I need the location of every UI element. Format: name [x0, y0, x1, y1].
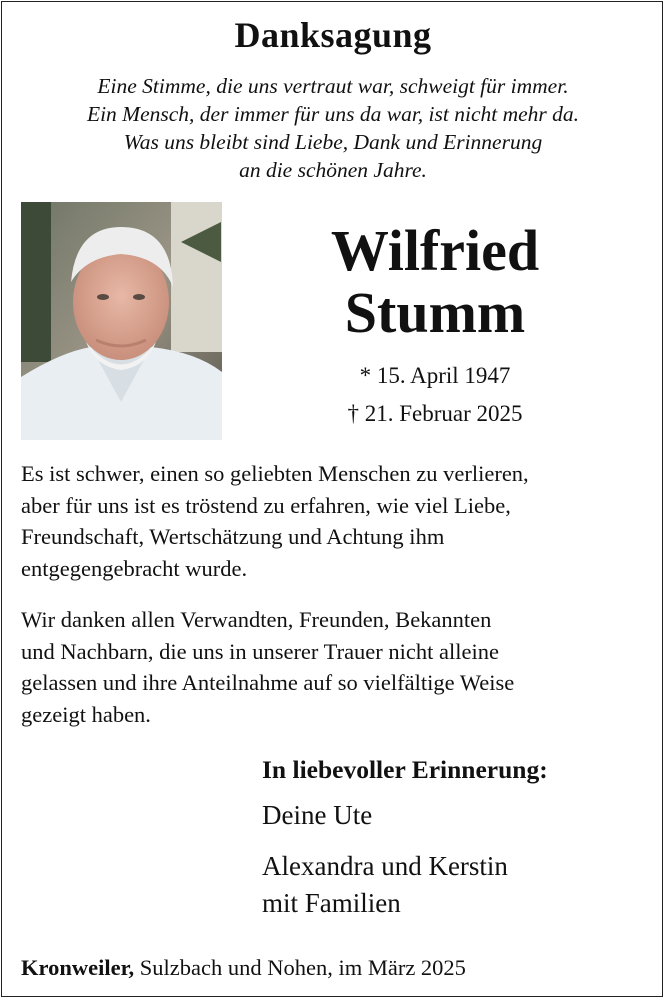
paragraph-line: und Nachbarn, die uns in unserer Trauer nicht alleine [21, 638, 499, 664]
notice-heading: Danksagung [234, 15, 432, 55]
signature-block [262, 848, 652, 922]
gratitude-paragraph-1 [21, 458, 651, 584]
paragraph-line: aber für uns ist es tröstend zu erfahren, wie viel Liebe, [21, 492, 511, 518]
poem-line: Ein Mensch, der immer für uns da war, ist nicht mehr da. [86, 102, 580, 126]
portrait-illustration [21, 202, 222, 440]
footer-place-date [21, 955, 651, 981]
first-name: Wilfried [330, 218, 540, 283]
poem-line: Was uns bleibt sind Liebe, Dank und Erinnerung [123, 130, 543, 154]
poem [0, 72, 666, 184]
signature-heading: In liebevoller Erinnerung: [262, 755, 548, 784]
life-dates [250, 357, 620, 433]
signature-line-3: mit Familien [262, 888, 401, 918]
poem-line: an die schönen Jahre. [239, 158, 427, 182]
gratitude-paragraph-2 [21, 604, 651, 730]
signature-line-2: Alexandra und Kerstin [262, 851, 508, 881]
last-name: Stumm [344, 280, 526, 345]
portrait-photo [21, 202, 222, 440]
paragraph-line: Es ist schwer, einen so geliebten Menschen zu verlieren, [21, 461, 529, 486]
paragraph-line: gelassen und ihre Anteilnahme auf so vielfältige Weise [21, 670, 515, 695]
paragraph-line: gezeigt haben. [21, 701, 151, 727]
paragraph-line: entgegengebracht wurde. [21, 555, 248, 581]
poem-line: Eine Stimme, die uns vertraut war, schweigt für immer. [97, 74, 569, 98]
paragraph-line: Freundschaft, Wertschätzung und Achtung ihm [21, 524, 445, 549]
paragraph-line: Wir danken allen Verwandten, Freunden, Bekannten [21, 607, 492, 632]
birth-date: * 15. April 1947 [359, 363, 511, 388]
footer-place: Kronweiler, [21, 955, 135, 980]
death-date: † 21. Februar 2025 [347, 401, 523, 426]
signature-line-1: Deine Ute [262, 800, 373, 830]
deceased-name [250, 220, 620, 344]
footer-rest: Sulzbach und Nohen, im März 2025 [134, 955, 466, 980]
